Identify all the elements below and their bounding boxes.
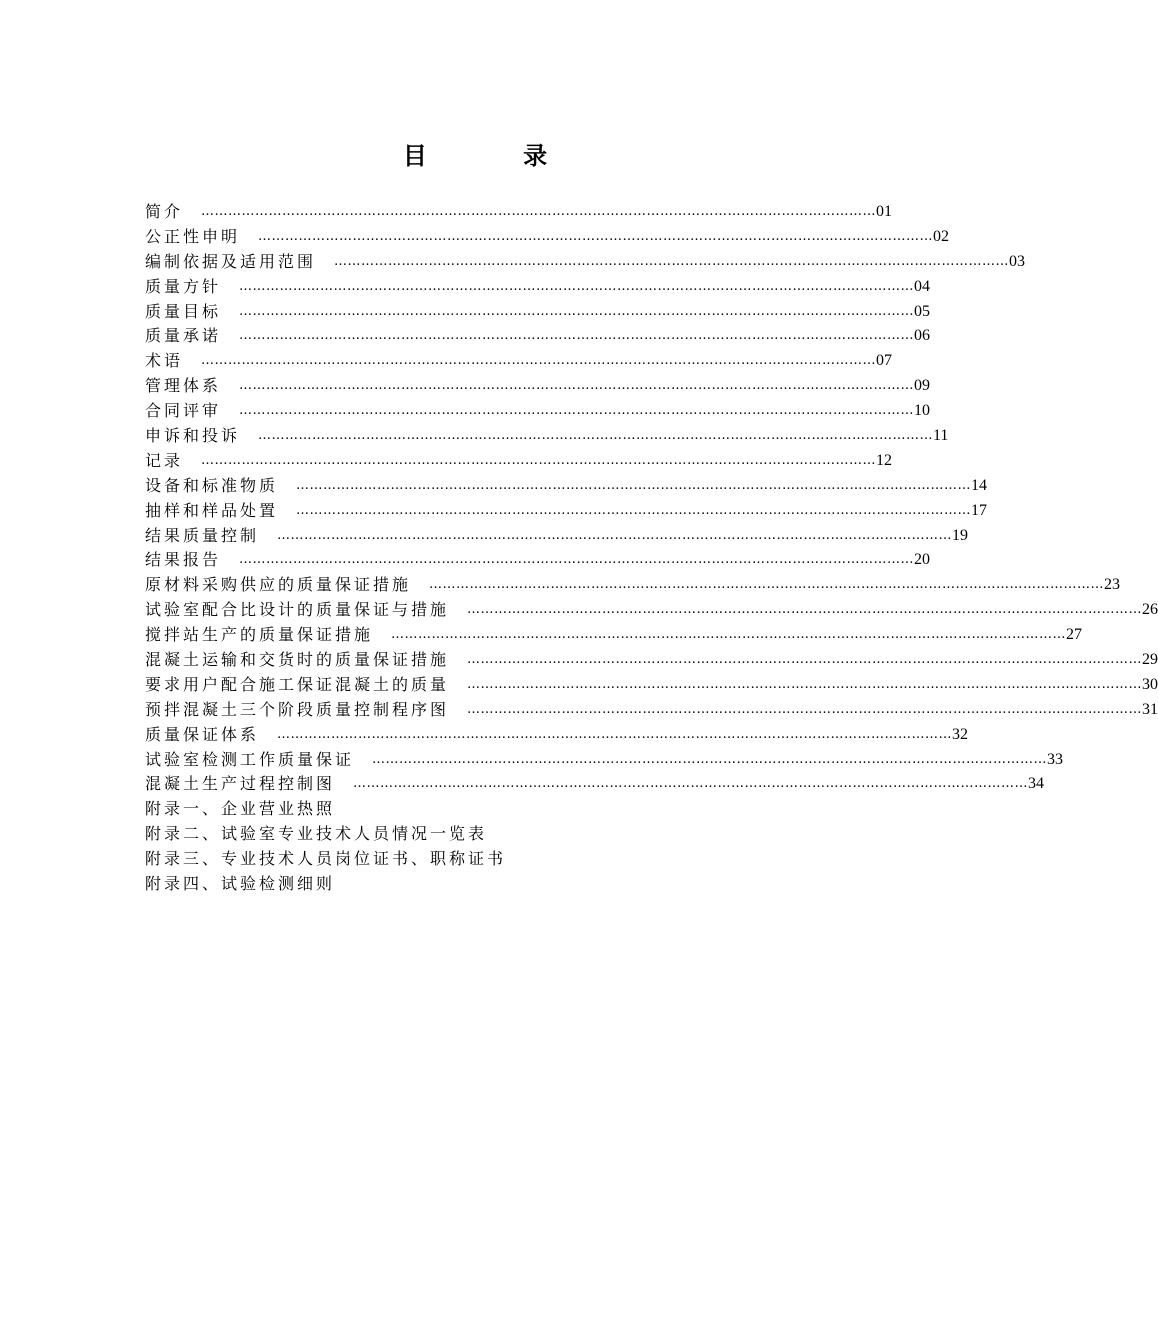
toc-entry-label: 设备和标准物质 (145, 475, 279, 495)
toc-entry-label: 抽样和样品处置 (145, 500, 279, 520)
toc-leader-dots: …………………………………………………………………………………………………………………………………… (372, 751, 1048, 767)
toc-leader-dots: …………………………………………………………………………………………………………………………………… (239, 403, 915, 419)
toc-entry[interactable] (145, 772, 1045, 797)
toc-appendix-entry[interactable] (145, 872, 757, 897)
toc-entry-label: 质量承诺 (145, 326, 222, 346)
toc-appendix-entry[interactable] (145, 797, 757, 822)
toc-entry[interactable] (145, 424, 949, 449)
toc-leader-dots: …………………………………………………………………………………………………………………………………… (201, 203, 877, 219)
toc-appendix-label: 附录三、专业技术人员岗位证书、职称证书 (145, 849, 507, 869)
toc-leader-dots: …………………………………………………………………………………………………………………………………… (353, 776, 1029, 792)
toc-entry[interactable] (145, 748, 1064, 773)
toc-entry-label: 试验室检测工作质量保证 (145, 749, 355, 769)
toc-entry[interactable] (145, 598, 1158, 623)
toc-entry-page-number: 31 (1142, 700, 1158, 718)
toc-entry[interactable] (145, 275, 931, 300)
toc-entry-page-number: 10 (914, 402, 931, 420)
toc-entry-label: 混凝土生产过程控制图 (145, 774, 336, 794)
toc-leader-dots: …………………………………………………………………………………………………………………………………… (277, 527, 953, 543)
toc-appendix-entry[interactable] (145, 822, 757, 847)
toc-entry[interactable] (145, 225, 950, 250)
toc-entry-label: 试验室配合比设计的质量保证与措施 (145, 600, 450, 620)
toc-leader-dots: …………………………………………………………………………………………………………………………………… (201, 353, 877, 369)
toc-leader-dots: …………………………………………………………………………………………………………………………………… (391, 627, 1067, 643)
toc-entry-page-number: 07 (876, 352, 893, 370)
toc-entry-label: 结果质量控制 (145, 525, 260, 545)
toc-entry-page-number: 20 (914, 551, 931, 569)
toc-leader-dots: …………………………………………………………………………………………………………………………………… (429, 577, 1105, 593)
toc-entry-page-number: 04 (914, 277, 931, 295)
toc-entry[interactable] (145, 349, 893, 374)
toc-leader-dots: …………………………………………………………………………………………………………………………………… (296, 477, 972, 493)
toc-leader-dots: …………………………………………………………………………………………………………………………………… (467, 602, 1143, 618)
toc-entry[interactable] (145, 548, 931, 573)
toc-appendix-label: 附录二、试验室专业技术人员情况一览表 (145, 824, 488, 844)
toc-entry-label: 术语 (145, 351, 184, 371)
toc-entry[interactable] (145, 300, 931, 325)
toc-entry-label: 简介 (145, 201, 184, 221)
toc-entry-page-number: 09 (914, 377, 931, 395)
toc-leader-dots: …………………………………………………………………………………………………………………………………… (239, 378, 915, 394)
toc-entry-page-number: 27 (1066, 626, 1083, 644)
toc-entry[interactable] (145, 524, 969, 549)
toc-entry[interactable] (145, 324, 931, 349)
toc-leader-dots: …………………………………………………………………………………………………………………………………… (296, 502, 972, 518)
page-title: 目 录 (402, 142, 592, 170)
toc-entry-page-number: 14 (971, 476, 988, 494)
toc-entry-label: 申诉和投诉 (145, 426, 241, 445)
toc-entry-page-number: 30 (1142, 675, 1158, 693)
toc-entry-label: 公正性申明 (145, 226, 241, 246)
toc-entry[interactable] (145, 474, 988, 499)
toc-entry-label: 质量方针 (145, 276, 222, 296)
toc-leader-dots: …………………………………………………………………………………………………………………………………… (239, 303, 915, 319)
toc-entry[interactable] (145, 648, 1158, 673)
toc-entry[interactable] (145, 673, 1158, 698)
toc-entry-page-number: 11 (933, 427, 949, 444)
toc-entry[interactable] (145, 399, 931, 424)
toc-entry-page-number: 06 (914, 327, 931, 345)
toc-entry-label: 质量保证体系 (145, 724, 260, 744)
toc-entry-page-number: 26 (1142, 601, 1158, 619)
toc-entry-label: 编制依据及适用范围 (145, 251, 317, 271)
toc-leader-dots: …………………………………………………………………………………………………………………………………… (277, 726, 953, 742)
toc-entry-label: 搅拌站生产的质量保证措施 (145, 625, 374, 645)
toc-entry-label: 混凝土运输和交货时的质量保证措施 (145, 650, 450, 670)
toc-entry-page-number: 32 (952, 725, 969, 743)
toc-entry-label: 原材料采购供应的质量保证措施 (145, 575, 412, 595)
toc-entry[interactable] (145, 573, 1121, 598)
toc-entry-label: 管理体系 (145, 376, 222, 396)
toc-entry-label: 记录 (145, 450, 184, 470)
toc-leader-dots: …………………………………………………………………………………………………………………………………… (258, 428, 934, 443)
toc-entry-page-number: 34 (1028, 775, 1045, 793)
toc-leader-dots: …………………………………………………………………………………………………………………………………… (239, 328, 915, 344)
toc-entry[interactable] (145, 723, 969, 748)
toc-entry[interactable] (145, 623, 1083, 648)
toc-appendix-label: 附录一、企业营业热照 (145, 799, 336, 819)
toc-leader-dots: …………………………………………………………………………………………………………………………………… (334, 253, 1010, 269)
toc-entry-label: 质量目标 (145, 301, 222, 321)
toc-entry-label: 结果报告 (145, 550, 222, 570)
toc-entry-page-number: 29 (1142, 651, 1158, 669)
toc-entry-label: 合同评审 (145, 401, 222, 421)
toc-entry-page-number: 19 (952, 526, 969, 544)
table-of-contents (145, 200, 1158, 897)
toc-entry-page-number: 01 (876, 202, 893, 220)
toc-entry[interactable] (145, 698, 1158, 723)
toc-entry[interactable] (145, 374, 931, 399)
toc-entry[interactable] (145, 499, 988, 524)
toc-entry-page-number: 23 (1104, 576, 1121, 594)
toc-leader-dots: …………………………………………………………………………………………………………………………………… (467, 701, 1143, 717)
toc-entry-page-number: 33 (1047, 750, 1064, 768)
toc-leader-dots: …………………………………………………………………………………………………………………………………… (258, 228, 934, 244)
toc-leader-dots: …………………………………………………………………………………………………………………………………… (467, 676, 1143, 692)
toc-appendix-label: 附录四、试验检测细则 (145, 874, 336, 894)
toc-entry-page-number: 12 (876, 451, 893, 469)
toc-entry-page-number: 17 (971, 501, 988, 519)
toc-entry-page-number: 03 (1009, 252, 1026, 270)
toc-entry[interactable] (145, 200, 893, 225)
toc-entry-label: 预拌混凝土三个阶段质量控制程序图 (145, 699, 450, 719)
toc-leader-dots: …………………………………………………………………………………………………………………………………… (201, 452, 877, 468)
toc-leader-dots: …………………………………………………………………………………………………………………………………… (239, 278, 915, 294)
toc-leader-dots: …………………………………………………………………………………………………………………………………… (239, 552, 915, 568)
toc-appendix-entry[interactable] (145, 847, 757, 872)
toc-entry-label: 要求用户配合施工保证混凝土的质量 (145, 674, 450, 694)
toc-entry-page-number: 05 (914, 302, 931, 320)
toc-leader-dots: …………………………………………………………………………………………………………………………………… (467, 652, 1143, 668)
toc-entry-page-number: 02 (933, 227, 950, 245)
toc-entry[interactable] (145, 449, 893, 474)
toc-entry[interactable] (145, 250, 1026, 275)
